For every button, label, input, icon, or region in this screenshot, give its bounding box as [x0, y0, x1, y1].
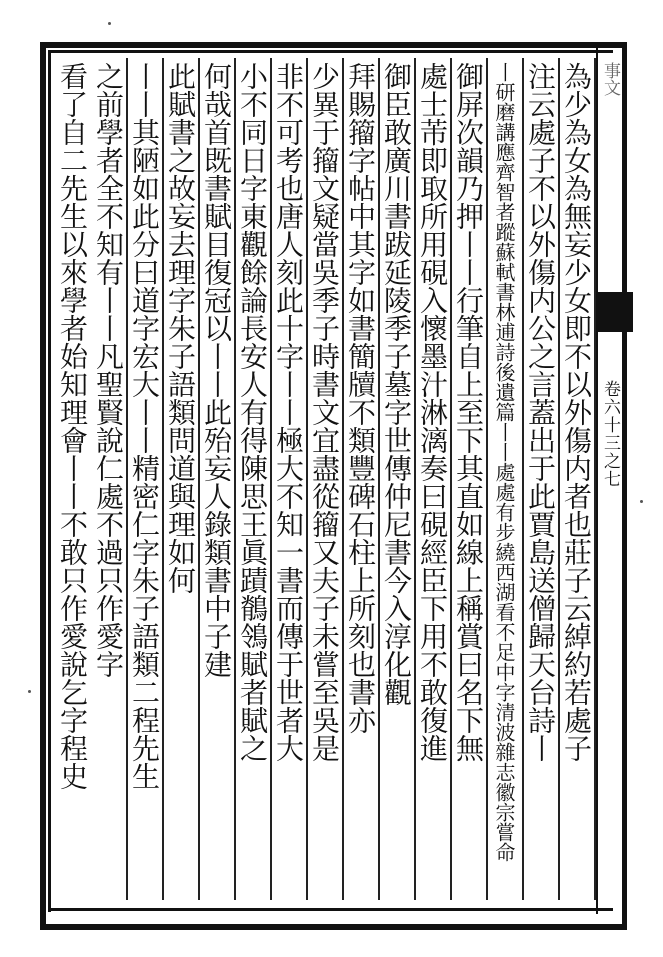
column-text: 拜賜籀字帖中其字如書簡牘不類豐碑石柱上所刻也書亦	[344, 62, 377, 734]
text-column	[270, 58, 308, 900]
margin-top-fragment: 事文	[600, 62, 620, 96]
text-column	[558, 58, 596, 900]
column-text: 非不可考也唐人刻此十字丨丨極大不知一書而傳于世者大	[272, 62, 305, 762]
text-column	[486, 58, 524, 900]
column-text: 小不同日字東觀餘論長安人有得陳思王眞蹟鶺鴒賦者賦之	[236, 62, 269, 762]
column-text: 丨研磨講應齊智者蹤蘇軾書林逋詩後遺篇丨丨處處有步繞西湖看不足中字清波雜志徽宗嘗命	[492, 62, 516, 862]
speck	[640, 500, 643, 503]
frame-inner-bottom-rule	[48, 908, 613, 911]
column-text: 看了自二先生以來學者始知理會丨丨不敢只作愛說乞字程史	[56, 62, 89, 790]
speck	[108, 22, 111, 25]
text-column	[414, 58, 452, 900]
column-text: 注云處子不以外傷内公之言蓋出于此賈島送僧歸天台詩丨	[524, 62, 557, 762]
column-text: 處士芾即取所用硯入懷墨汁淋漓奏曰硯經臣下用不敢復進	[416, 62, 449, 762]
text-column	[522, 58, 560, 900]
frame-inner-left-rule	[48, 50, 51, 912]
column-text: 少異于籀文疑當吳季子時書文宜盡從籀又夫子未嘗至吳是	[308, 62, 341, 762]
text-column	[378, 58, 416, 900]
speck	[28, 690, 31, 693]
text-column	[126, 58, 164, 900]
running-head: 卷六十三之七	[600, 380, 620, 488]
column-text: 御屏次韻乃押丨丨行筆自上至下其直如線上稱賞曰名下無	[452, 62, 485, 762]
text-column	[162, 58, 200, 900]
text-column	[198, 58, 236, 900]
text-column	[54, 58, 90, 900]
text-column	[90, 58, 128, 900]
column-text: 何哉首既書賦目復冠以丨丨此殆妄人錄類書中子建	[200, 62, 233, 678]
text-column	[234, 58, 272, 900]
column-text: 此賦書之故妄去理字朱子語類問道與理如何	[164, 62, 197, 594]
text-column	[342, 58, 380, 900]
frame-inner-top-rule	[48, 50, 613, 53]
text-column	[450, 58, 488, 900]
fishtail-block	[598, 292, 633, 332]
column-text: 丨丨其陋如此分曰道字宏大丨丨精密仁字朱子語類二程先生	[128, 62, 161, 790]
column-text: 之前學者全不知有丨丨凡聖賢說仁處不過只作愛字	[92, 62, 125, 678]
text-column	[306, 58, 344, 900]
column-text: 為少為女為無妄少女即不以外傷内者也莊子云綽約若處子	[560, 62, 593, 762]
column-text: 御臣敢廣川書跋延陵季子墓字世傳仲尼書今入淳化觀	[380, 62, 413, 706]
